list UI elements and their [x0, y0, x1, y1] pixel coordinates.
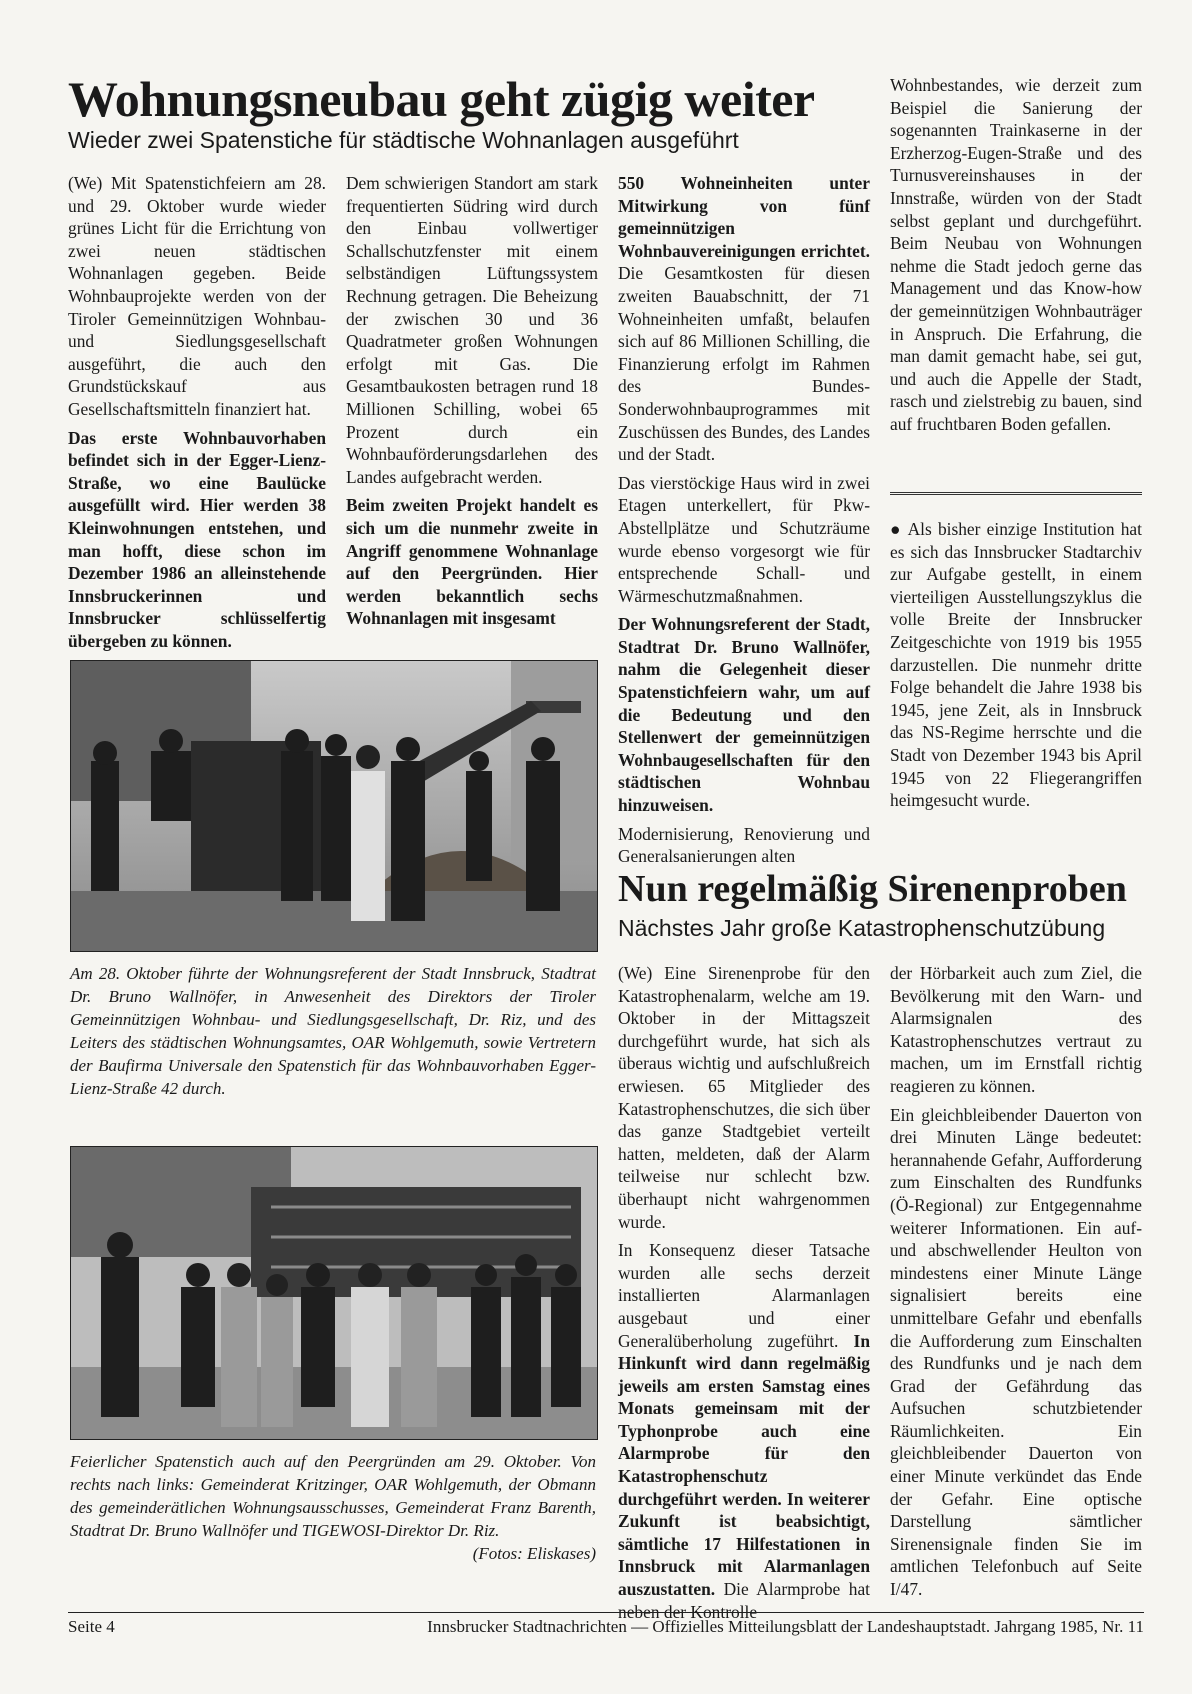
- paragraph: Wohnbestandes, wie derzeit zum Beispiel die Sanierung der sogenannten Trainkaserne in der Erzherzog-Eugen-Straße und des Turnusvereinshauses in der Innstraße, würden von der Stadt selbst geplant und durchgeführt. Beim Neubau von Wohnungen nehme die Stadt jedoch gerne das Management und das Know-how der gemeinnützigen Wohnbauträger in Anspruch. Die Erfahrung, die man damit gemacht habe, sei gut, und auch die Appelle der Stadt, rasch und zielstrebig zu bauen, sind auf fruchtbaren Boden gefallen.: [890, 75, 1142, 434]
- paragraph: (We) Mit Spatenstichfeiern am 28. und 29. Oktober wurde wieder grünes Licht für die Errichtung von zwei neuen städtischen Wohnanlagen gegeben. Beide Wohnbauprojekte werden von der Tiroler Gemeinnützigen Wohnbau- und Siedlungsgesellschaft ausgeführt, die auch den Grundstückskauf aus Gesellschaftsmitteln finanziert hat.: [68, 173, 326, 419]
- photo-caption-2: [70, 1450, 596, 1565]
- article1-column-4: [890, 74, 1142, 442]
- paragraph: [618, 1239, 870, 1623]
- photo-credit: (Fotos: Eliskases): [472, 1544, 596, 1563]
- article2-column-2: [890, 962, 1142, 1607]
- paragraph: Das erste Wohnbauvorhaben befindet sich in der Egger-Lienz-Straße, wo eine Baulücke ausgefüllt wird. Hier werden 38 Kleinwohnungen entstehen, und man hofft, diese schon im Dezember 1986 an alleinstehende Innsbruckerinnen und Innsbrucker schlüsselfertig übergeben zu können.: [68, 427, 326, 651]
- article2-subheadline: Nächstes Jahr große Katastrophenschutzübung: [618, 915, 1106, 941]
- caption-text: Feierlicher Spatenstich auch auf den Peergründen am 29. Oktober. Von rechts nach links: Gemeinderat Kritzinger, OAR Wohlgemuth, der Obmann des gemeinderätlichen Wohnungsausschusses, Gemeinderat Franz Barenth, Stadtrat Dr. Bruno Wallnöfer und TIGEWOSI-Direktor Dr. Riz.: [70, 1452, 596, 1540]
- article1-subheadline: Wieder zwei Spatenstiche für städtische Wohnanlagen ausgeführt: [68, 127, 739, 153]
- photo-groundbreaking-egger-lienz: [70, 660, 598, 952]
- paragraph: Beim zweiten Projekt handelt es sich um die nunmehr zweite in Angriff genommene Wohnanlage auf den Peergründen. Hier werden bekanntlich sechs Wohnanlagen mit insgesamt: [346, 495, 598, 629]
- bold-lead: 550 Wohneinheiten unter Mitwirkung von fünf gemeinnützigen Wohnbauvereinigungen errichtet.: [618, 173, 870, 261]
- article2-column-1: [618, 962, 870, 1629]
- paragraph: der Hörbarkeit auch zum Ziel, die Bevölkerung mit den Warn- und Alarmsignalen des Katastrophenschutzes vertraut zu machen, um im Ernstfall richtig reagieren zu können.: [890, 963, 1142, 1096]
- notice-stadtarchiv: [890, 518, 1142, 818]
- publication-line: Innsbrucker Stadtnachrichten — Offizielles Mitteilungsblatt der Landeshauptstadt. Jahrgang 1985, Nr. 11: [427, 1617, 1144, 1636]
- paragraph: Das vierstöckige Haus wird in zwei Etagen unterkellert, für Pkw-Abstellplätze und Schutzräume wurde ebenso vorgesorgt wie für entsprechende Schall- und Wärmeschutzmaßnahmen.: [618, 472, 870, 606]
- article2-headline: Nun regelmäßig Sirenenproben: [618, 868, 1127, 910]
- paragraph: [618, 172, 870, 466]
- text-run: In Konsequenz dieser Tatsache wurden alle sechs derzeit installierten Alarmanlagen ausgebaut und einer Generalüberholung zugeführt.: [618, 1240, 870, 1351]
- article1-headline: Wohnungsneubau geht zügig weiter: [68, 71, 815, 127]
- article1-column-1: [68, 172, 326, 658]
- paragraph: Dem schwierigen Standort am stark frequentierten Südring wird durch den Einbau vollwertiger Schallschutzfenster mit einem selbständigen Lüftungssystem Rechnung getragen. Die Beheizung der zwischen 30 und 36 Quadratmeter großen Wohnungen erfolgt mit Gas. Die Gesamtbaukosten betragen rund 18 Millionen Schilling, wobei 65 Prozent durch ein Wohnbauförderungsdarlehen des Landes aufgebracht werden.: [346, 173, 598, 487]
- footer-rule: [68, 1612, 1144, 1613]
- paragraph: Der Wohnungsreferent der Stadt, Stadtrat Dr. Bruno Wallnöfer, nahm die Gelegenheit dieser Spatenstichfeiern wahr, um auf die Bedeutung und den Stellenwert der gemeinnützigen Wohnbaugesellschaften für den städtischen Wohnbau hinzuweisen.: [618, 614, 870, 816]
- text-run: Die Alarmprobe hat neben der Kontrolle: [618, 1579, 870, 1622]
- paragraph: Modernisierung, Renovierung und Generalsanierungen alten: [618, 823, 870, 867]
- bold-run: In Hinkunft wird dann regelmäßig jeweils am ersten Samstag eines Monats gemeinsam mit der Typhonprobe auch eine Alarmprobe für den Katastrophenschutz durchgeführt werden. In weiterer Zukunft ist beabsichtigt, sämtliche 17 Hilfestationen in Innsbruck mit Alarmanlagen auszustatten.: [618, 1330, 870, 1600]
- paragraph: Ein gleichbleibender Dauerton von drei Minuten Länge bedeutet: herannahende Gefahr, Aufforderung zum Einschalten des Rundfunks (Ö-Regional) zur Entgegennahme weiterer Informationen. Ein auf- und abschwellender Heulton von mindestens einer Minute Länge signalisiert bereits eine unmittelbare Gefahr und ebenfalls die Aufforderung zum Einschalten des Rundfunks und je nach dem Grad der Gefährdung das Aufsuchen schutzbietender Räumlichkeiten. Ein gleichbleibender Dauerton von einer Minute verkündet das Ende der Gefahr. Eine optische Darstellung sämtlicher Sirenensignale finden Sie im amtlichen Telefonbuch auf Seite I/47.: [890, 1104, 1142, 1600]
- text-run: Die Gesamtkosten für diesen zweiten Bauabschnitt, der 71 Wohneinheiten umfaßt, belaufen sich auf 86 Millionen Schilling, die Finanzierung erfolgt im Rahmen des Bundes-Sonderwohnbauprogrammes mit Zuschüssen des Bundes, des Landes und der Stadt.: [618, 263, 870, 465]
- page-number: Seite 4: [68, 1617, 115, 1636]
- bullet-icon: ●: [890, 519, 903, 539]
- photo-caption-1: Am 28. Oktober führte der Wohnungsreferent der Stadt Innsbruck, Stadtrat Dr. Bruno Wallnöfer, in Anwesenheit des Direktors der Tiroler Gemeinnützigen Wohnbau- und Siedlungsgesellschaft, Dr. Riz, und des Leiters des städtischen Wohnungsamtes, OAR Wohlgemuth, sowie Vertretern der Baufirma Universale den Spatenstich für das Wohnbauvorhaben Egger-Lienz-Straße 42 durch.: [70, 964, 596, 1098]
- notice-text: Als bisher einzige Institution hat es sich das Innsbrucker Stadtarchiv zur Aufgabe gestellt, in einem vierteiligen Ausstellungszyklus die volle Breite der Innsbrucker Zeitgeschichte von 1919 bis 1955 darzustellen. Die nunmehr dritte Folge behandelt die Jahre 1938 bis 1945, jene Zeit, als in Innsbruck das NS-Regime herrschte und die Stadt von Dezember 1943 bis April 1945 von 22 Fliegerangriffen heimgesucht wurde.: [890, 519, 1142, 811]
- paragraph: (We) Eine Sirenenprobe für den Katastrophenalarm, welche am 19. Oktober in der Mittagszeit durchgeführt wurde, hat sich als überaus wichtig und aufschlußreich erwiesen. 65 Mitglieder des Katastrophenschutzes, die sich über das ganze Stadtgebiet verteilt hatten, meldeten, daß der Alarm teilweise nur schlecht bzw. überhaupt nicht wahrgenommen wurde.: [618, 963, 870, 1232]
- article1-column-3: [618, 172, 870, 874]
- photo-groundbreaking-peergruende: [70, 1146, 598, 1440]
- separator-rule: [890, 492, 1142, 495]
- paragraph: [890, 518, 1142, 812]
- article1-column-2: [346, 172, 598, 636]
